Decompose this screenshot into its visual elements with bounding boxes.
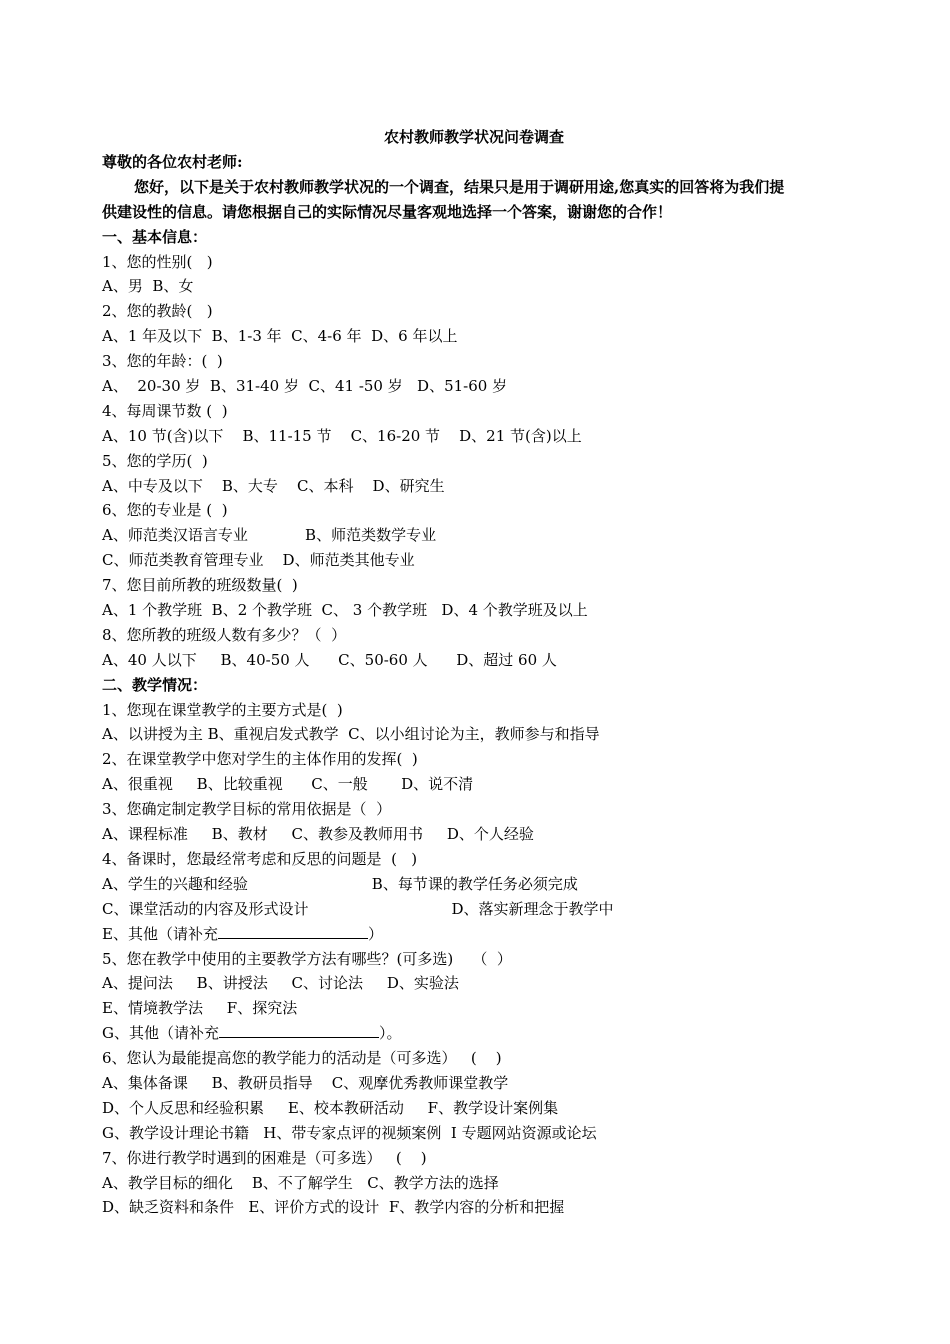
- question-line: 2、在课堂教学中您对学生的主体作用的发挥( ): [102, 750, 418, 769]
- options-line: D、缺乏资料和条件 E、评价方式的设计 F、教学内容的分析和把握: [102, 1198, 565, 1217]
- options-line: A、1 年及以下 B、1-3 年 C、4-6 年 D、6 年以上: [102, 327, 458, 346]
- options-line: A、 20-30 岁 B、31-40 岁 C、41 -50 岁 D、51-60 岁: [102, 377, 508, 396]
- question-line: 3、您的年龄：( ): [102, 352, 223, 371]
- intro-line-1: 您好，以下是关于农村教师教学状况的一个调查，结果只是用于调研用途,您真实的回答将为我们提: [134, 177, 785, 196]
- options-line: A、教学目标的细化 B、不了解学生 C、教学方法的选择: [102, 1173, 499, 1192]
- options-line: A、提问法 B、讲授法 C、讨论法 D、实验法: [102, 974, 459, 993]
- salutation: 尊敬的各位农村老师:: [102, 153, 243, 171]
- options-line: A、40 人以下 B、40-50 人 C、50-60 人 D、超过 60 人: [102, 650, 557, 669]
- section-basic-info: [102, 250, 852, 673]
- options-line: A、师范类汉语言专业 B、师范类数学专业: [102, 526, 437, 545]
- options-line: A、中专及以下 B、大专 C、本科 D、研究生: [102, 476, 445, 495]
- options-line: A、学生的兴趣和经验 B、每节课的教学任务必须完成: [102, 874, 578, 893]
- question-line: 5、您的学历( ): [102, 451, 208, 470]
- other-prefix: E、其他（请补充: [102, 924, 218, 943]
- question-line: 7、您目前所教的班级数量( ): [102, 576, 298, 595]
- fill-in-blank[interactable]: [219, 1023, 379, 1038]
- section-heading-basic-info: 一、基本信息：: [102, 227, 208, 246]
- options-line: D、个人反思和经验积累 E、校本教研活动 F、教学设计案例集: [102, 1098, 559, 1117]
- options-line: A、集体备课 B、教研员指导 C、观摩优秀教师课堂教学: [102, 1073, 509, 1092]
- question-line: 8、您所教的班级人数有多少？（ ）: [102, 625, 347, 644]
- section-teaching: [102, 698, 852, 1221]
- options-line: G、教学设计理论书籍 H、带专家点评的视频案例 I 专题网站资源或论坛: [102, 1123, 597, 1142]
- question-line: 7、你进行教学时遇到的困难是（可多选） ( ): [102, 1148, 427, 1167]
- question-line: 3、您确定制定教学目标的常用依据是（ ）: [102, 800, 392, 819]
- question-line: 4、每周课节数 ( ): [102, 401, 228, 420]
- other-fill-line: [102, 1021, 852, 1046]
- intro-line-2: 供建设性的信息。请您根据自己的实际情况尽量客观地选择一个答案，谢谢您的合作！: [102, 202, 673, 221]
- question-line: 1、您现在课堂教学的主要方式是( ): [102, 700, 343, 719]
- options-line: E、情境教学法 F、探究法: [102, 999, 298, 1018]
- other-suffix: ）: [367, 924, 383, 943]
- other-suffix: ）。: [378, 1024, 402, 1043]
- options-line: A、以讲授为主 B、重视启发式教学 C、以小组讨论为主，教师参与和指导: [102, 725, 600, 744]
- question-line: 4、备课时，您最经常考虑和反思的问题是 ( ): [102, 849, 418, 868]
- question-line: 6、您认为最能提高您的教学能力的活动是（可多选） ( ): [102, 1049, 502, 1068]
- other-fill-line: [102, 922, 852, 947]
- other-prefix: G、其他（请补充: [102, 1024, 219, 1043]
- question-line: 1、您的性别( ): [102, 252, 213, 271]
- options-line: C、课堂活动的内容及形式设计 D、落实新理念于教学中: [102, 899, 614, 918]
- options-line: A、男 B、女: [102, 277, 194, 296]
- fill-in-blank[interactable]: [218, 924, 368, 939]
- options-line: A、课程标准 B、教材 C、教参及教师用书 D、个人经验: [102, 825, 534, 844]
- question-line: 6、您的专业是 ( ): [102, 501, 228, 520]
- options-line: A、10 节(含)以下 B、11-15 节 C、16-20 节 D、21 节(含)以上: [102, 426, 582, 445]
- question-line: 5、您在教学中使用的主要教学方法有哪些？(可多选) （ ）: [102, 949, 512, 968]
- question-line: 2、您的教龄( ): [102, 302, 213, 321]
- section-heading-teaching: 二、教学情况：: [102, 675, 208, 694]
- document-title: 农村教师教学状况问卷调查: [383, 128, 564, 146]
- questionnaire-body: [102, 124, 852, 1220]
- options-line: A、很重视 B、比较重视 C、一般 D、说不清: [102, 775, 474, 794]
- options-line: C、师范类教育管理专业 D、师范类其他专业: [102, 551, 415, 570]
- options-line: A、1 个教学班 B、2 个教学班 C、 3 个教学班 D、4 个教学班及以上: [102, 601, 588, 620]
